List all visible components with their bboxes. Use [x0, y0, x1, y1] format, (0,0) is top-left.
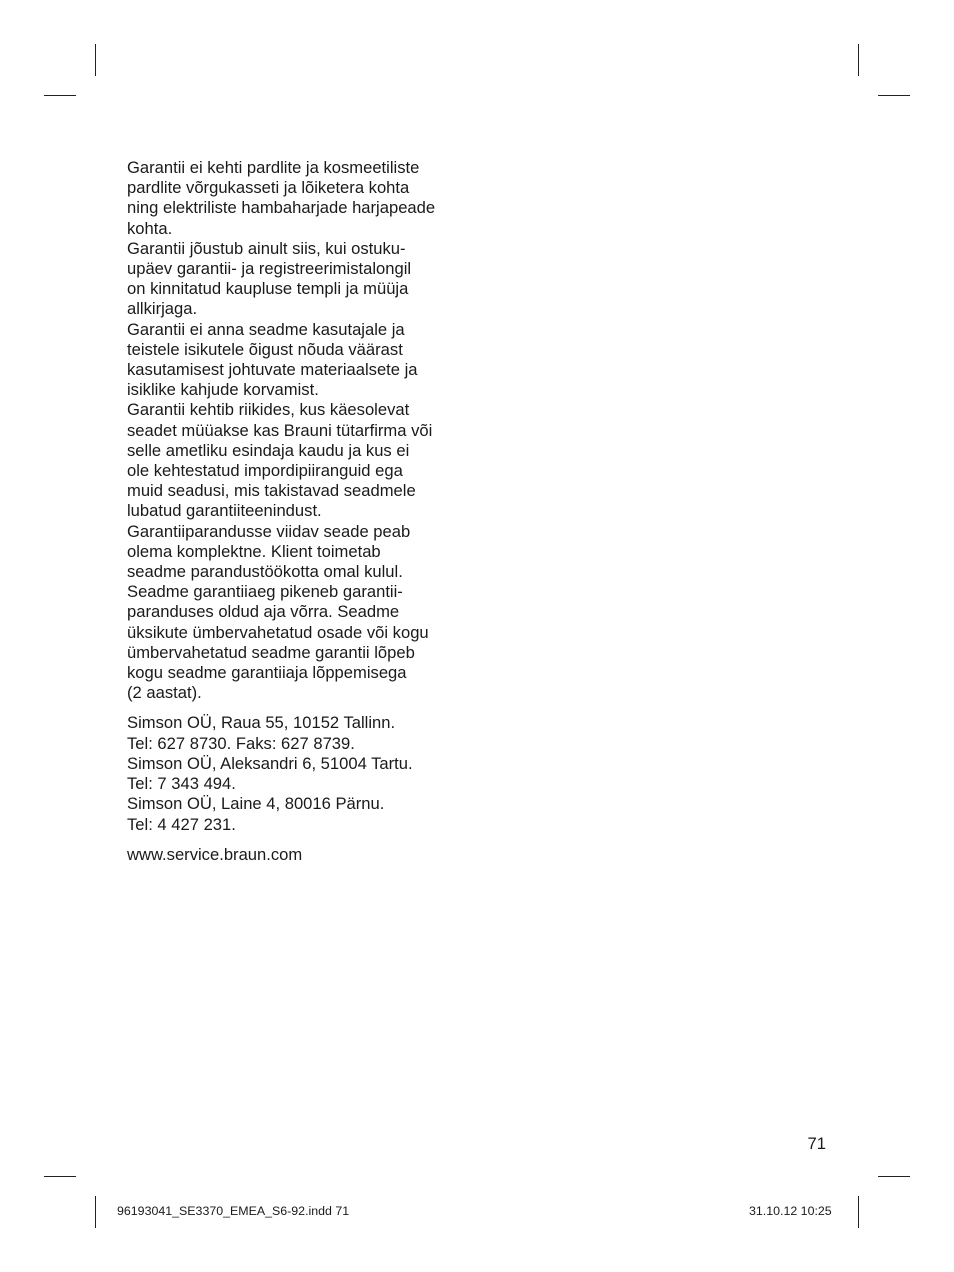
- text-line: Garantii kehtib riikides, kus käesolevat: [127, 400, 410, 420]
- text-line: muid seadusi, mis takistavad seadmele: [127, 481, 416, 501]
- text-line: Garantiiparandusse viidav seade peab: [127, 521, 411, 541]
- text-line: Simson OÜ, Raua 55, 10152 Tallinn.: [127, 713, 396, 733]
- crop-mark-top-left-horizontal: [44, 95, 76, 96]
- text-line: (2 aastat).: [127, 683, 202, 703]
- text-line: seadet müüakse kas Brauni tütarfirma või: [127, 420, 433, 440]
- website-url: www.service.braun.com: [127, 844, 303, 864]
- text-line: olema komplektne. Klient toimetab: [127, 541, 381, 561]
- text-line: üksikute ümbervahetatud osade või kogu: [127, 622, 429, 642]
- text-line: seadme parandustöökotta omal kulul.: [127, 562, 403, 582]
- text-line: Garantii jõustub ainult siis, kui ostuku-: [127, 238, 406, 258]
- warranty-text: [127, 158, 487, 865]
- text-line: Simson OÜ, Laine 4, 80016 Pärnu.: [127, 794, 385, 814]
- text-line: Tel: 4 427 231.: [127, 814, 236, 834]
- text-line: lubatud garantiiteenindust.: [127, 501, 322, 521]
- crop-mark-bottom-left-horizontal: [44, 1176, 76, 1177]
- page-number: 71: [807, 1134, 826, 1153]
- text-line: Simson OÜ, Aleksandri 6, 51004 Tartu.: [127, 753, 413, 773]
- service-contacts-paragraph: [127, 713, 487, 834]
- text-line: Tel: 627 8730. Faks: 627 8739.: [127, 733, 355, 753]
- crop-mark-top-left-vertical: [95, 44, 96, 76]
- crop-mark-top-right-horizontal: [878, 95, 910, 96]
- text-line: Garantii ei kehti pardlite ja kosmeetiliste: [127, 158, 420, 177]
- crop-mark-top-right-vertical: [858, 44, 859, 76]
- website-paragraph: [127, 845, 487, 865]
- text-line: ole kehtestatud impordipiiranguid ega: [127, 461, 403, 481]
- text-line: kasutamisest johtuvate materiaalsete ja: [127, 360, 418, 380]
- crop-mark-bottom-right-vertical: [858, 1196, 859, 1228]
- text-line: selle ametliku esindaja kaudu ja kus ei: [127, 440, 410, 460]
- text-line: pardlite võrgukasseti ja lõiketera kohta: [127, 178, 410, 198]
- text-line: Tel: 7 343 494.: [127, 774, 236, 794]
- slug-file-info: 96193041_SE3370_EMEA_S6-92.indd 71: [117, 1204, 350, 1218]
- text-line: kogu seadme garantiiaja lõppemisega: [127, 663, 407, 683]
- text-line: upäev garantii- ja registreerimistalongil: [127, 259, 412, 279]
- text-line: paranduses oldud aja võrra. Seadme: [127, 602, 400, 622]
- crop-mark-bottom-right-horizontal: [878, 1176, 910, 1177]
- text-line: ümbervahetatud seadme garantii lõpeb: [127, 642, 415, 662]
- text-line: teistele isikutele õigust nõuda väärast: [127, 339, 403, 359]
- text-line: allkirjaga.: [127, 299, 198, 319]
- paragraph-gap: [127, 703, 487, 713]
- text-line: ning elektriliste hambaharjade harjapeade: [127, 198, 436, 218]
- warranty-terms-paragraph: [127, 158, 487, 703]
- crop-mark-bottom-left-vertical: [95, 1196, 96, 1228]
- paragraph-gap: [127, 835, 487, 845]
- text-line: on kinnitatud kaupluse templi ja müüja: [127, 279, 409, 299]
- text-line: isiklike kahjude korvamist.: [127, 380, 319, 400]
- text-line: kohta.: [127, 218, 173, 238]
- text-line: Garantii ei anna seadme kasutajale ja: [127, 319, 405, 339]
- text-line: Seadme garantiiaeg pikeneb garantii-: [127, 582, 403, 602]
- slug-date-time: 31.10.12 10:25: [749, 1204, 832, 1218]
